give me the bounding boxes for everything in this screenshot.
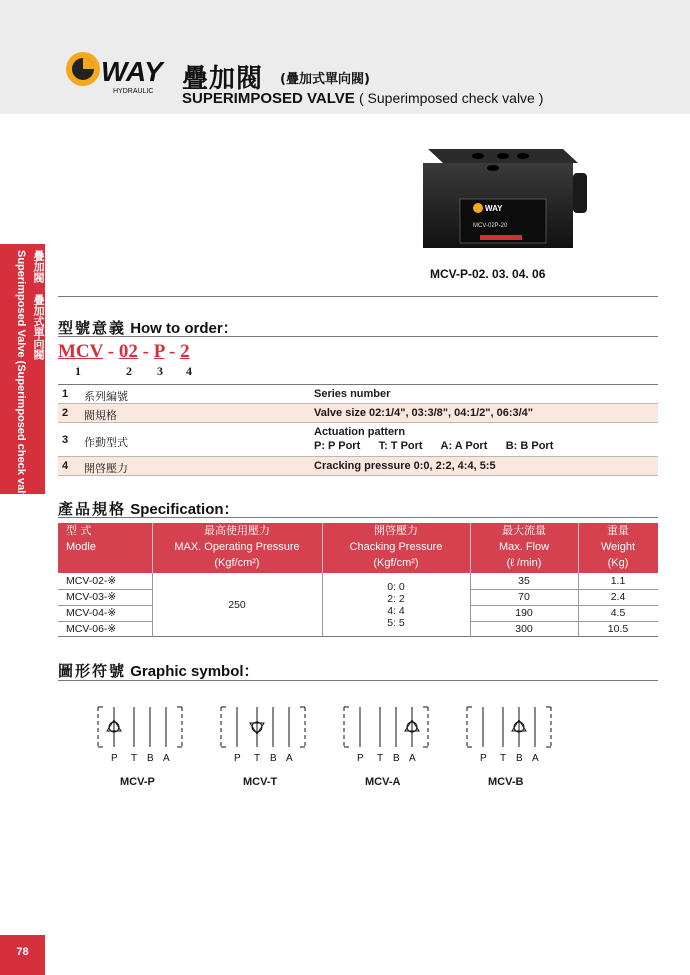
graphic-symbol-title-en: Graphic symbol： xyxy=(130,663,259,680)
spec-header-unit: (Kgf/cm²) xyxy=(214,557,260,569)
spec-max-pressure: 250 xyxy=(228,599,246,611)
symbol-mcv-p xyxy=(95,703,185,763)
code-part-size: 02 xyxy=(118,341,138,362)
order-code xyxy=(58,341,190,363)
spec-header-zh: 最大流量 xyxy=(502,524,546,537)
product-photo xyxy=(418,143,593,253)
spec-flow: 35 xyxy=(518,575,530,587)
svg-text:T: T xyxy=(254,753,261,763)
spec-cracking: 5: 5 xyxy=(387,617,405,629)
code-part-pressure: 2 xyxy=(180,341,190,362)
product-caption: MCV-P-02. 03. 04. 06 xyxy=(430,267,546,281)
symbol-mcv-t xyxy=(218,703,308,763)
page-subtitle-zh: (疊加式單向閥) xyxy=(280,72,370,87)
order-row-zh: 開啓壓力 xyxy=(84,462,128,475)
code-sep: - xyxy=(137,341,154,362)
order-row xyxy=(58,404,658,423)
spec-weight: 4.5 xyxy=(610,607,626,619)
spec-header-en: Weight xyxy=(600,541,636,553)
spec-header-en: Modle xyxy=(66,541,96,553)
svg-text:B: B xyxy=(393,753,400,763)
page-title-en xyxy=(182,90,543,107)
order-row xyxy=(58,423,658,457)
svg-text:P: P xyxy=(357,753,364,763)
code-part-pattern: P xyxy=(153,341,165,362)
spec-header-max-pressure xyxy=(152,523,322,573)
divider xyxy=(58,336,658,337)
svg-text:B: B xyxy=(270,753,277,763)
how-to-order-title xyxy=(58,317,238,338)
spec-header-model xyxy=(58,523,128,573)
how-to-order-title-en: How to order： xyxy=(130,320,238,337)
svg-text:HYDRAULIC: HYDRAULIC xyxy=(113,88,154,95)
spec-flow: 190 xyxy=(515,607,533,619)
order-row-en: Series number xyxy=(314,388,391,400)
graphic-symbol-title-zh: 圖形符號 xyxy=(58,662,127,680)
svg-text:WAY: WAY xyxy=(485,204,503,213)
svg-text:WAY: WAY xyxy=(101,56,163,87)
spec-header-en: Chacking Pressure xyxy=(349,541,443,553)
order-row-num: 3 xyxy=(62,434,69,446)
code-part-series: MCV xyxy=(58,341,104,362)
svg-text:A: A xyxy=(532,753,539,763)
svg-text:MCV-02P-20: MCV-02P-20 xyxy=(473,223,508,229)
order-row-zh: 系列編號 xyxy=(84,390,128,403)
divider xyxy=(58,296,658,297)
title-en-main: SUPERIMPOSED VALVE xyxy=(182,90,355,107)
symbol-label: MCV-P xyxy=(120,776,155,788)
spec-cracking: 4: 4 xyxy=(387,605,405,617)
code-number: 4 xyxy=(186,364,192,378)
order-row-num: 2 xyxy=(62,407,69,419)
oway-logo xyxy=(63,47,177,97)
order-row xyxy=(58,385,658,404)
svg-text:A: A xyxy=(409,753,416,763)
spec-model: MCV-06-※ xyxy=(66,623,117,635)
spec-header-en: MAX. Operating Pressure xyxy=(174,541,300,553)
svg-text:P: P xyxy=(111,753,118,763)
side-tab-text-zh: 疊加閥 疊加式單向閥 xyxy=(32,250,45,360)
spec-flow: 300 xyxy=(515,623,533,635)
spec-cracking: 2: 2 xyxy=(387,593,405,605)
graphic-symbol-title xyxy=(58,660,259,681)
spec-header-zh: 最高使用壓力 xyxy=(204,524,270,537)
spec-flow: 70 xyxy=(518,591,530,603)
svg-text:T: T xyxy=(500,753,507,763)
spec-header-en: Max. Flow xyxy=(498,541,550,553)
code-sep: - xyxy=(103,341,119,362)
spec-header-unit: (Kg) xyxy=(607,557,629,569)
spec-header-weight xyxy=(578,523,658,573)
specification-title xyxy=(58,498,239,519)
spec-table-header xyxy=(58,523,658,573)
svg-text:P: P xyxy=(234,753,241,763)
order-row-en: Actuation pattern xyxy=(314,426,406,438)
order-row-zh: 作動型式 xyxy=(84,436,128,449)
code-number: 1 xyxy=(75,364,81,378)
symbol-label: MCV-T xyxy=(243,776,278,788)
title-en-sub: ( Superimposed check valve ) xyxy=(358,90,544,106)
how-to-order-title-zh: 型號意義 xyxy=(58,319,127,337)
code-number: 3 xyxy=(157,364,163,378)
order-row-en-ports: P: P Port T: T Port A: A Port B: B Port xyxy=(314,440,554,452)
spec-model: MCV-03-※ xyxy=(66,591,117,603)
symbol-mcv-b xyxy=(464,703,554,763)
svg-text:T: T xyxy=(377,753,384,763)
side-tab-text-en: Superimposed Valve (Superimposed check valve) xyxy=(15,250,27,510)
spec-header-flow xyxy=(470,523,578,573)
specification-title-en: Specification： xyxy=(130,501,239,518)
spec-header-zh: 重量 xyxy=(607,524,629,537)
svg-text:P: P xyxy=(480,753,487,763)
code-number: 2 xyxy=(126,364,132,378)
page-title-zh: 疊加閥 xyxy=(182,64,264,94)
order-row-num: 4 xyxy=(62,460,69,472)
page-number: 78 xyxy=(0,935,45,975)
order-row-zh: 閥規格 xyxy=(84,409,117,422)
order-table xyxy=(58,384,658,476)
spec-weight: 2.4 xyxy=(610,591,626,603)
order-row-en: Cracking pressure 0:0, 2:2, 4:4, 5:5 xyxy=(314,460,496,472)
divider xyxy=(58,517,658,518)
svg-text:A: A xyxy=(163,753,170,763)
symbol-label: MCV-B xyxy=(488,776,524,788)
specification-title-zh: 產品規格 xyxy=(58,500,127,518)
spec-header-unit: (ℓ /min) xyxy=(506,557,542,569)
spec-model: MCV-04-※ xyxy=(66,607,117,619)
symbol-mcv-a xyxy=(341,703,431,763)
spec-weight: 1.1 xyxy=(610,575,626,587)
code-sep: - xyxy=(164,341,181,362)
svg-text:T: T xyxy=(131,753,138,763)
symbol-label: MCV-A xyxy=(365,776,401,788)
spec-table-body xyxy=(58,573,658,637)
spec-header-unit: (Kgf/cm²) xyxy=(373,557,419,569)
svg-text:A: A xyxy=(286,753,293,763)
order-row xyxy=(58,457,658,476)
spec-model: MCV-02-※ xyxy=(66,575,117,587)
spec-weight: 10.5 xyxy=(607,623,629,635)
divider xyxy=(58,680,658,681)
svg-text:B: B xyxy=(147,753,154,763)
spec-header-zh: 開啓壓力 xyxy=(374,524,418,537)
svg-text:B: B xyxy=(516,753,523,763)
spec-cracking: 0: 0 xyxy=(387,581,405,593)
spec-header-zh: 型 式 xyxy=(66,524,92,537)
order-row-num: 1 xyxy=(62,388,69,400)
order-row-en: Valve size 02:1/4", 03:3/8", 04:1/2", 06:3/4" xyxy=(314,407,534,419)
spec-header-cracking xyxy=(322,523,470,573)
